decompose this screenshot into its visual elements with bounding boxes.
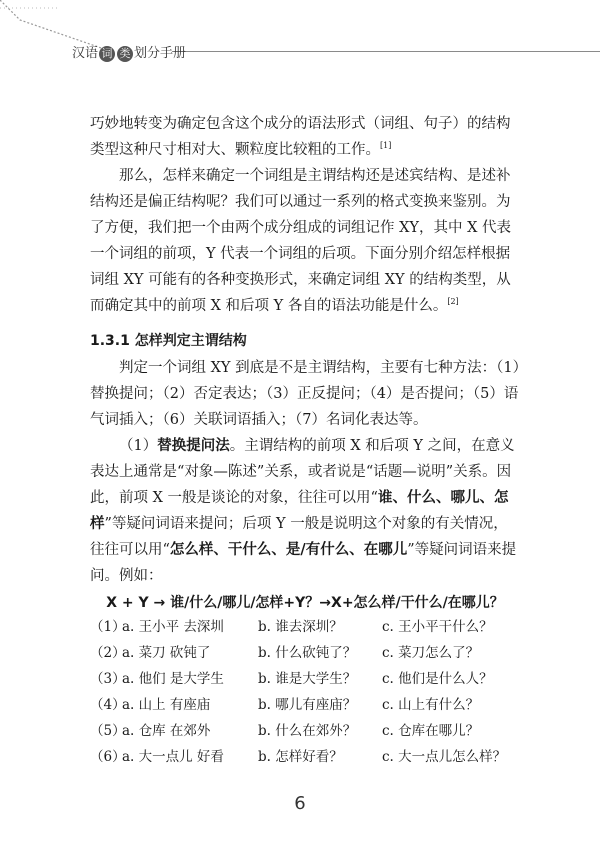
example-a: a. 大一点儿 好看 <box>122 749 224 765</box>
example-row <box>90 693 530 719</box>
example-b: b. 什么砍钝了？ <box>258 645 357 661</box>
example-a: a. 菜刀 砍钝了 <box>122 645 211 661</box>
example-b: b. 谁去深圳？ <box>258 619 343 635</box>
example-number: （4） <box>90 697 126 713</box>
paragraph-text: ”等疑问词语来提问；后项 Y 一般是说明这个对象的有关情况，往往可以用“ <box>90 516 508 558</box>
example-c: c. 他们是什么人？ <box>382 671 493 687</box>
example-number: （6） <box>90 749 126 765</box>
example-a: a. 他们 是大学生 <box>122 671 224 687</box>
header-rule <box>172 51 600 52</box>
footnote-ref: [2] <box>447 297 459 307</box>
example-c: c. 大一点儿怎么样？ <box>382 749 507 765</box>
example-a: a. 王小平 去深圳 <box>122 619 224 635</box>
example-b: b. 哪儿有座庙？ <box>258 697 357 713</box>
header-title-start: 汉语 <box>72 46 99 61</box>
page-number: 6 <box>294 793 306 814</box>
question-words-subject: 谁、什么、哪儿、怎样 <box>90 489 509 532</box>
header-circled-char: 词 <box>99 46 115 62</box>
example-row <box>90 667 530 693</box>
example-a: a. 仓库 在郊外 <box>122 723 211 739</box>
example-row <box>90 745 530 771</box>
running-header <box>72 42 186 62</box>
example-b: b. 什么在郊外？ <box>258 723 357 739</box>
example-b: b. 谁是大学生？ <box>258 671 357 687</box>
method-name: 替换提问法 <box>157 437 230 454</box>
paragraph-substitution-question <box>90 433 520 589</box>
header-circled-char: 类 <box>117 46 133 62</box>
paragraph-text: 那么，怎样来确定一个词组是主谓结构还是述宾结构、是述补结构还是偏正结构呢？我们可以通过一系列的格式变换来鉴别。为了方便，我们把一个由两个成分组成的词组记作 XY，其中 X 代表一个词组的前项，Y 代表一个词组的后项。下面分别介绍怎样根据词组 XY 可能有的各种变换形式，来确定词组 XY 的结构类型，从而确定其中的前项 X 和后项 Y 各自的语法功能是什么。 <box>90 168 512 314</box>
example-c: c. 王小平干什么？ <box>382 619 493 635</box>
item-number: （1） <box>119 438 158 454</box>
example-b: b. 怎样好看？ <box>258 749 343 765</box>
example-c: c. 仓库在哪儿？ <box>382 723 480 739</box>
question-words-predicate: 怎么样、干什么、是/有什么、在哪儿 <box>169 541 408 558</box>
footnote-ref: [1] <box>380 141 392 151</box>
example-row <box>90 641 530 667</box>
paragraph-seven-methods: 判定一个词组 XY 到底是不是主谓结构，主要有七种方法：（1）替换提问；（2）否定表达；（3）正反提问；（4）是否提问；（5）语气词插入；（6）关联词语插入；（7）名词化表达等。 <box>90 360 520 428</box>
paragraph-text: ”等疑问词语来提问。例如： <box>90 542 517 584</box>
paragraph-text: 。主谓结构的前项 X 和后项 Y 之间，在意义表达上通常是“对象—陈述”关系，或者说是“话题—说明”关系。因此，前项 X 一般是谈论的对象，往往可以用“ <box>90 438 515 506</box>
example-number: （1） <box>90 619 126 635</box>
example-a: a. 山上 有座庙 <box>122 697 211 713</box>
example-c: c. 菜刀怎么了？ <box>382 645 480 661</box>
example-row <box>90 615 530 641</box>
paragraph-text: 巧妙地转变为确定包含这个成分的语法形式（词组、句子）的结构类型这种尺寸相对大、颗粒度比较粗的工作。 <box>90 116 511 158</box>
paragraph-method-intro <box>90 163 520 319</box>
section-heading: 1.3.1 怎样判定主谓结构 <box>90 333 247 349</box>
example-row <box>90 719 530 745</box>
example-number: （2） <box>90 645 126 661</box>
paragraph-continued <box>90 111 520 163</box>
example-c: c. 山上有什么？ <box>382 697 480 713</box>
transformation-formula: X + Y → 谁/什么/哪儿/怎样+Y？→X+怎么样/干什么/在哪儿？ <box>106 595 504 611</box>
example-number: （5） <box>90 723 126 739</box>
example-number: （3） <box>90 671 126 687</box>
header-title-end: 划分手册 <box>134 46 187 61</box>
